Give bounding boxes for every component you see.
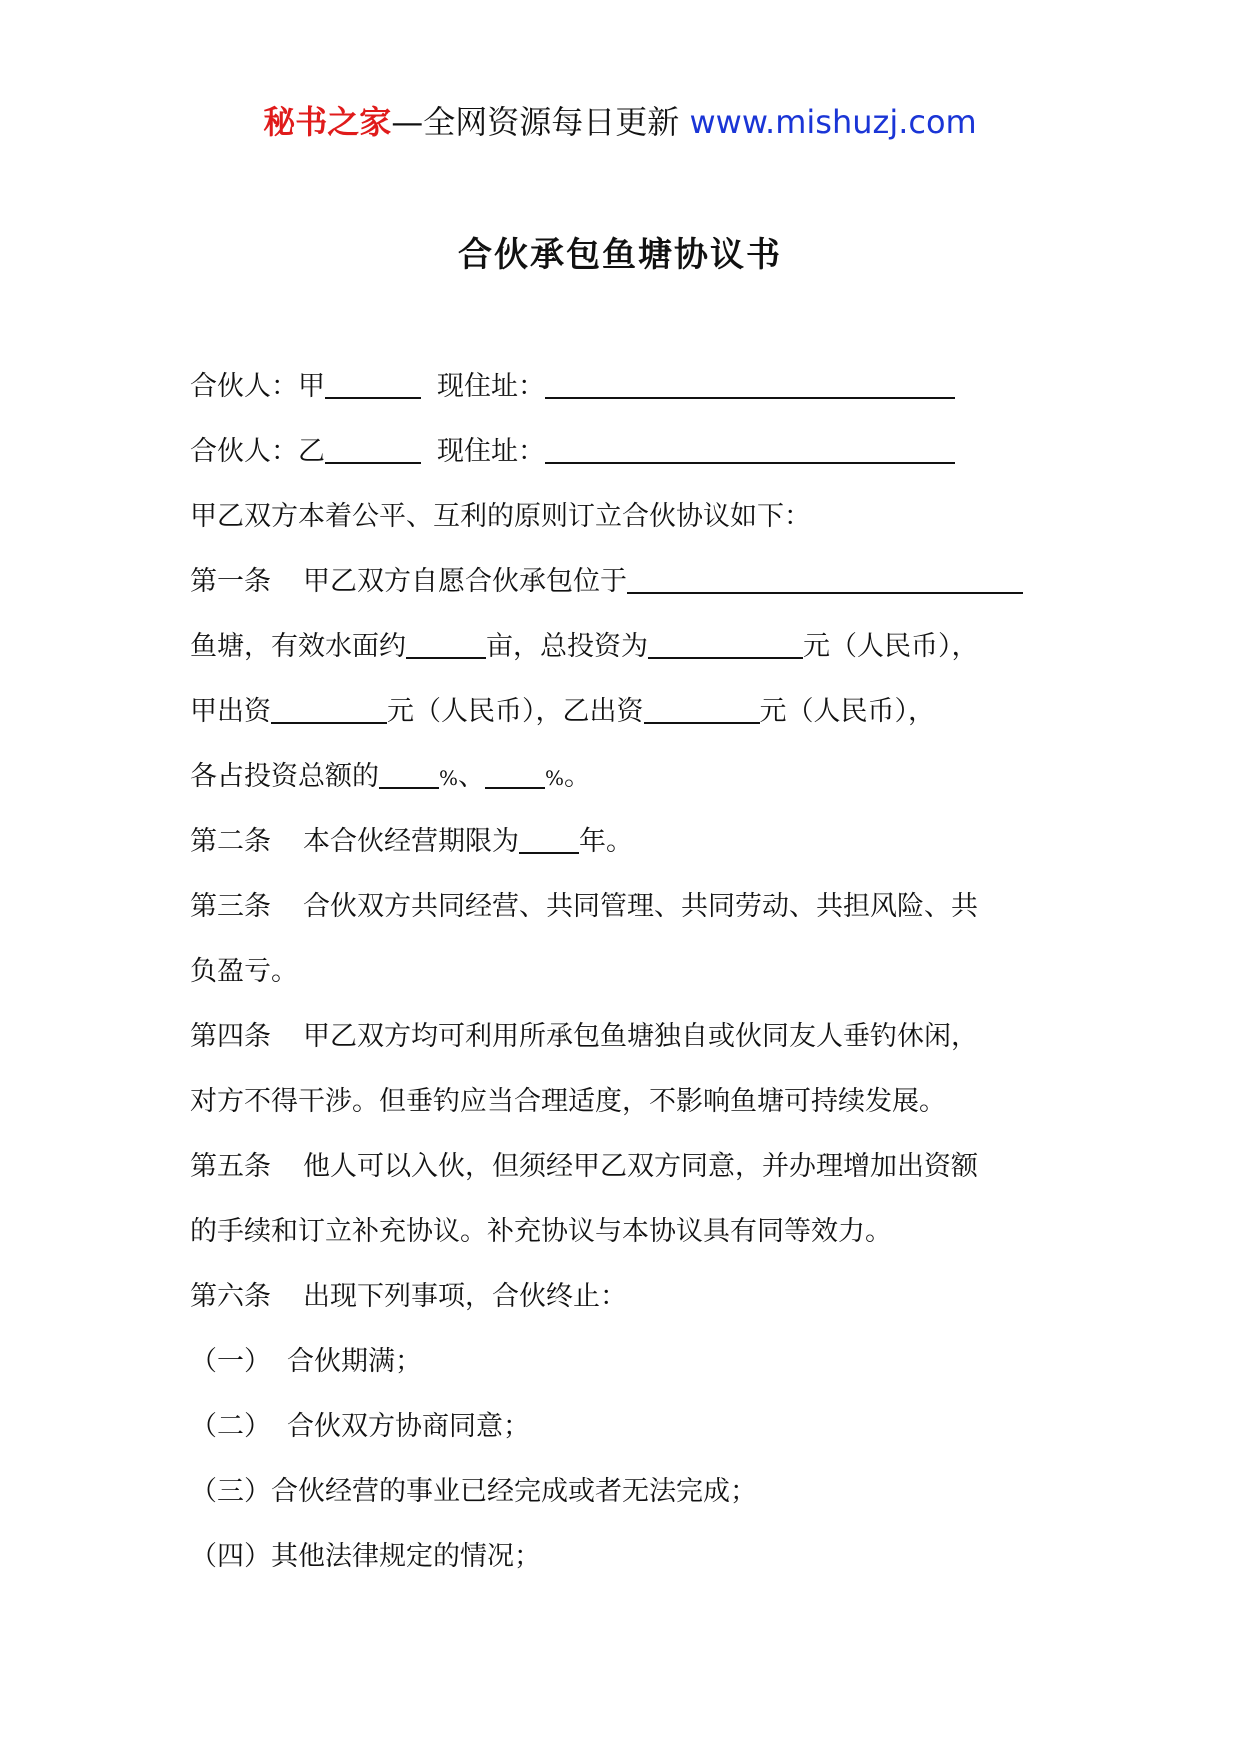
termination-item-2: [190, 1405, 1060, 1470]
party-a-share-blank: [379, 757, 439, 789]
article-1-text: 元（人民币），乙出资: [387, 696, 644, 727]
party-a-name-blank: [325, 367, 421, 399]
party-b-investment-blank: [644, 692, 760, 724]
article-5-line-1: [190, 1145, 1060, 1210]
article-2-label: 第二条: [190, 826, 271, 857]
intro-line: 甲乙双方本着公平、互利的原则订立合伙协议如下：: [190, 501, 811, 532]
item-text: 合伙双方协商同意；: [287, 1411, 530, 1442]
percent-sign: %: [545, 766, 565, 790]
article-3-line-2: 负盈亏。: [190, 956, 298, 987]
article-5-label: 第五条: [190, 1151, 271, 1182]
party-a-investment-blank: [271, 692, 387, 724]
article-3-line-1: [190, 885, 1060, 950]
percent-sign: %: [439, 766, 459, 790]
document-body: [190, 365, 1060, 1600]
item-number: （二）: [190, 1411, 271, 1442]
separator: 、: [458, 761, 486, 792]
article-1-label: 第一条: [190, 566, 271, 597]
site-url[interactable]: www.mishuzj.com: [689, 103, 977, 141]
article-5-text: 他人可以入伙，但须经甲乙双方同意，并办理增加出资额: [303, 1151, 978, 1182]
header-tagline: —全网资源每日更新: [391, 103, 680, 141]
site-header: [0, 100, 1240, 144]
article-1-line-4: [190, 755, 1060, 820]
partner-label: 合伙人：: [190, 371, 298, 402]
period: 。: [564, 761, 592, 792]
area-blank: [406, 627, 486, 659]
article-1-text: 元（人民币），: [803, 631, 979, 662]
location-blank: [627, 562, 1023, 594]
party-a-label: 甲: [298, 371, 325, 402]
party-b-name-blank: [325, 432, 421, 464]
party-b-address-blank: [545, 432, 955, 464]
partner-a-line: [190, 365, 1060, 430]
article-6-line: [190, 1275, 1060, 1340]
article-2-text: 本合伙经营期限为: [303, 826, 519, 857]
article-1-line-1: [190, 560, 1060, 625]
article-5-line-2: 的手续和订立补充协议。补充协议与本协议具有同等效力。: [190, 1216, 892, 1247]
article-6-label: 第六条: [190, 1281, 271, 1312]
article-2-text: 年。: [579, 826, 633, 857]
article-4-line-2: 对方不得干涉。但垂钓应当合理适度，不影响鱼塘可持续发展。: [190, 1086, 946, 1117]
article-1-text: 甲乙双方自愿合伙承包位于: [303, 566, 627, 597]
party-b-share-blank: [485, 757, 545, 789]
article-2-line: [190, 820, 1060, 885]
address-label: 现住址：: [437, 436, 545, 467]
article-4-label: 第四条: [190, 1021, 271, 1052]
article-3-text: 合伙双方共同经营、共同管理、共同劳动、共担风险、共: [303, 891, 978, 922]
term-years-blank: [519, 822, 579, 854]
article-4-line-1: [190, 1015, 1060, 1080]
address-label: 现住址：: [437, 371, 545, 402]
termination-item-3: （三）合伙经营的事业已经完成或者无法完成；: [190, 1476, 757, 1507]
party-a-address-blank: [545, 367, 955, 399]
article-1-text: 甲出资: [190, 696, 271, 727]
partner-b-line: [190, 430, 1060, 495]
brand-name: 秘书之家: [263, 103, 392, 141]
article-1-line-3: [190, 690, 1060, 755]
item-number: （一）: [190, 1346, 271, 1377]
article-1-text: 元（人民币），: [759, 696, 935, 727]
document-title: 合伙承包鱼塘协议书: [458, 235, 782, 275]
article-1-text: 鱼塘，有效水面约: [190, 631, 406, 662]
article-1-text: 亩，总投资为: [486, 631, 648, 662]
partner-label: 合伙人：: [190, 436, 298, 467]
article-4-text: 甲乙双方均可利用所承包鱼塘独自或伙同友人垂钓休闲，: [303, 1021, 978, 1052]
termination-item-1: [190, 1340, 1060, 1405]
article-6-text: 出现下列事项，合伙终止：: [303, 1281, 627, 1312]
article-1-text: 各占投资总额的: [190, 761, 379, 792]
article-1-line-2: [190, 625, 1060, 690]
total-investment-blank: [648, 627, 803, 659]
termination-item-4: （四）其他法律规定的情况；: [190, 1541, 541, 1572]
article-3-label: 第三条: [190, 891, 271, 922]
party-b-label: 乙: [298, 436, 325, 467]
item-text: 合伙期满；: [287, 1346, 422, 1377]
